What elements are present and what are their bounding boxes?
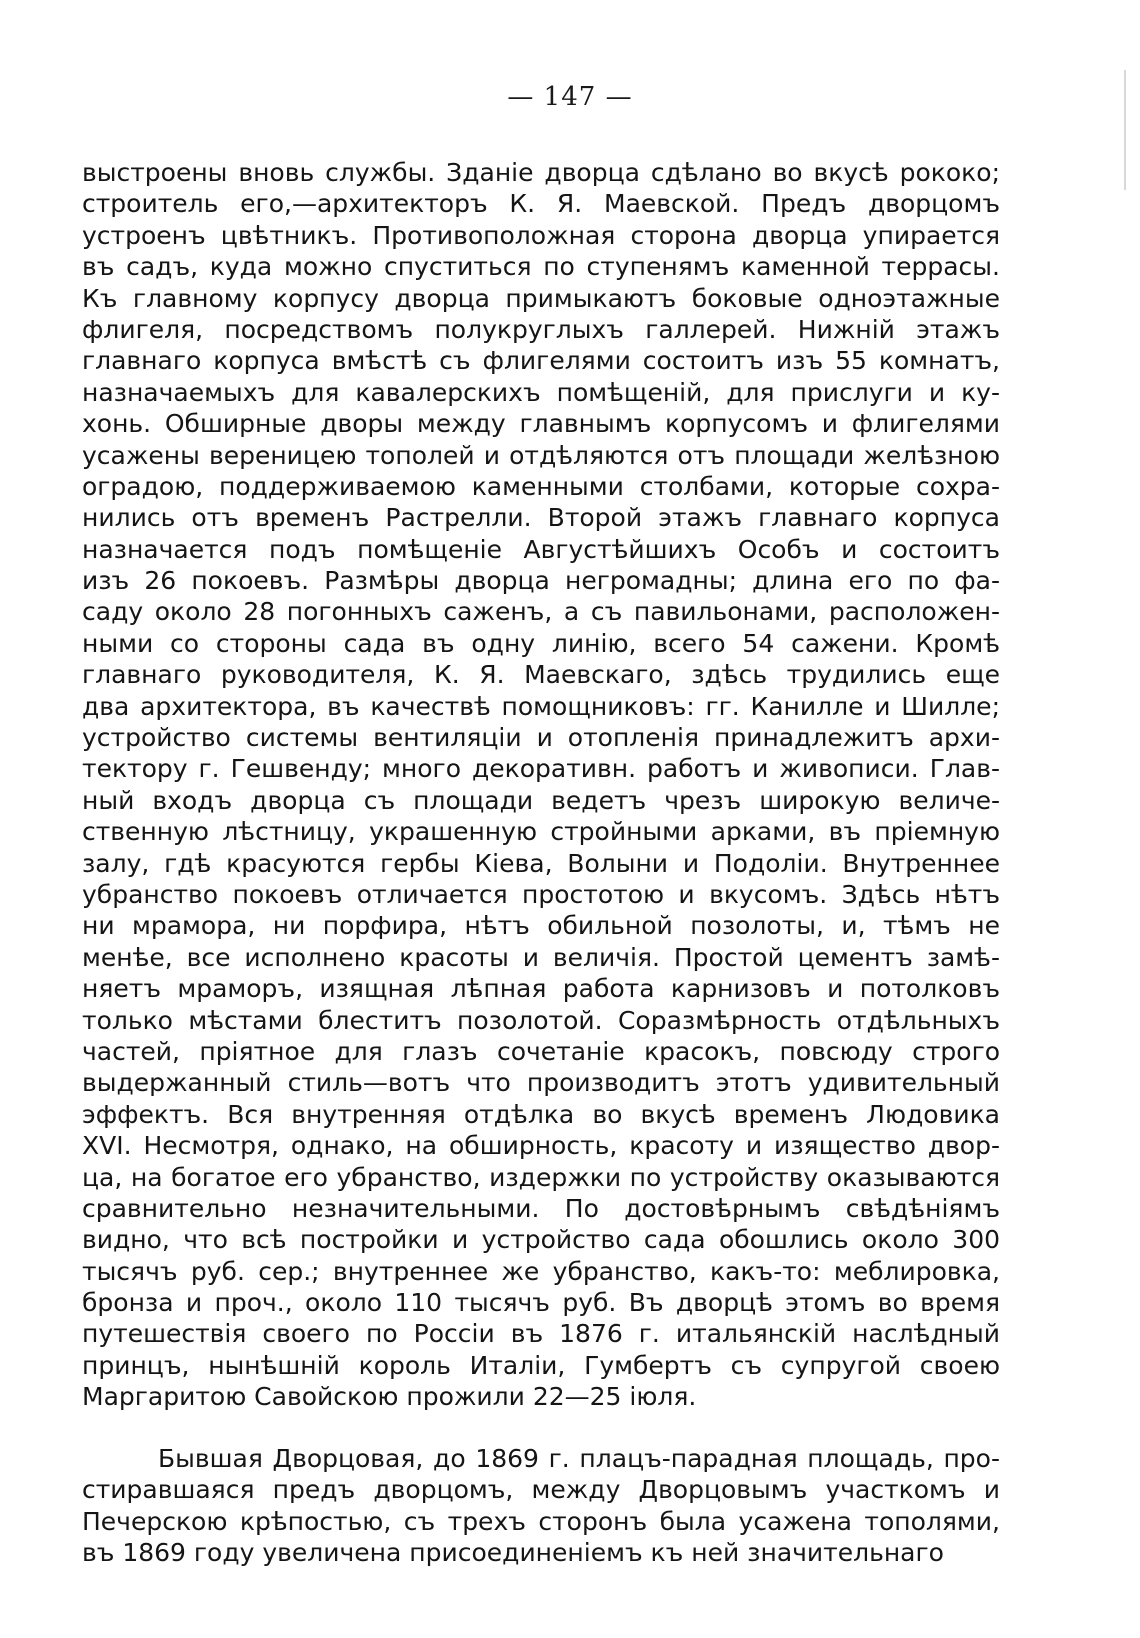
text-line: только мѣстами блеститъ позолотой. Соразмѣрность отдѣльныхъ bbox=[82, 1005, 1000, 1035]
text-line: видно, что всѣ постройки и устройство сада обошлись около 300 bbox=[82, 1225, 1000, 1255]
text-line: ными со стороны сада въ одну линію, всего 54 сажени. Кромѣ bbox=[82, 628, 1000, 658]
text-line: хонь. Обширные дворы между главнымъ корпусомъ и флигелями bbox=[82, 409, 1000, 439]
text-line: два архитектора, въ качествѣ помощниковъ: гг. Канилле и Шилле; bbox=[82, 691, 1000, 721]
text-line: нились отъ временъ Растрелли. Второй этажъ главнаго корпуса bbox=[82, 503, 1000, 533]
text-line: убранство покоевъ отличается простотою и вкусомъ. Здѣсь нѣтъ bbox=[82, 879, 1000, 909]
text-line: сравнительно незначительными. По достовѣрнымъ свѣдѣніямъ bbox=[82, 1193, 1000, 1223]
text-line: Бывшая Дворцовая, до 1869 г. плацъ-парадная площадь, про- bbox=[158, 1444, 1000, 1473]
text-line: няетъ мраморъ, изящная лѣпная работа карнизовъ и потолковъ bbox=[82, 974, 1000, 1004]
text-line: выстроены вновь службы. Зданіе дворца сдѣлано во вкусѣ рококо; bbox=[82, 158, 1000, 187]
text-line: Къ главному корпусу дворца примыкаютъ боковые одноэтажные bbox=[82, 283, 1000, 313]
paragraph-1 bbox=[82, 157, 1000, 1413]
text-line: главнаго руководителя, К. Я. Маевскаго, здѣсь трудились еще bbox=[82, 660, 1000, 690]
page-number: — 147 — bbox=[507, 82, 633, 112]
text-line: ный входъ дворца съ площади ведетъ чрезъ широкую величе- bbox=[82, 785, 1000, 815]
text-line: бронза и проч., около 110 тысячъ руб. Въ дворцѣ этомъ во время bbox=[82, 1288, 1000, 1318]
text-line: изъ 26 покоевъ. Размѣры дворца негромадны; длина его по фа- bbox=[82, 566, 1000, 596]
paragraph-2 bbox=[82, 1443, 1000, 1569]
text-line: Маргаритою Савойскою прожили 22—25 іюля. bbox=[82, 1382, 697, 1412]
text-line: принцъ, нынѣшній король Италіи, Гумбертъ съ супругой своею bbox=[82, 1350, 1000, 1380]
text-line: въ садъ, куда можно спуститься по ступенямъ каменной террасы. bbox=[82, 252, 1000, 282]
text-line: назначается подъ помѣщеніе Августѣйшихъ Особъ и состоитъ bbox=[82, 534, 1000, 564]
text-line: менѣе, все исполнено красоты и величія. Простой цементъ замѣ- bbox=[82, 942, 1000, 972]
text-line: назначаемыхъ для кавалерскихъ помѣщеній, для прислуги и ку- bbox=[82, 377, 1000, 407]
text-line: оградою, поддерживаемою каменными столбами, которые сохра- bbox=[82, 471, 1000, 501]
text-line: выдержанный стиль—вотъ что производитъ этотъ удивительный bbox=[82, 1068, 1000, 1098]
text-line: устроенъ цвѣтникъ. Противоположная сторона дворца упирается bbox=[82, 220, 1000, 250]
text-line: тектору г. Гешвенду; много декоративн. работъ и живописи. Глав- bbox=[82, 754, 1000, 784]
text-line: ца, на богатое его убранство, издержки по устройству оказываются bbox=[82, 1162, 1000, 1192]
text-line: залу, гдѣ красуются гербы Кіева, Волыни и Подоліи. Внутреннее bbox=[82, 848, 1000, 878]
text-line: главнаго корпуса вмѣстѣ съ флигелями состоитъ изъ 55 комнатъ, bbox=[82, 346, 1000, 376]
text-line: путешествія своего по Россіи въ 1876 г. итальянскій наслѣдный bbox=[82, 1319, 1000, 1349]
text-line: саду около 28 погонныхъ саженъ, а съ павильонами, расположен- bbox=[82, 597, 1000, 627]
text-line: ственную лѣстницу, украшенную стройными арками, въ пріемную bbox=[82, 817, 1000, 847]
text-line: частей, пріятное для глазъ сочетаніе красокъ, повсюду строго bbox=[82, 1036, 1000, 1066]
text-line: усажены вереницею тополей и отдѣляются отъ площади желѣзною bbox=[82, 440, 1000, 470]
text-line: XVI. Несмотря, однако, на обширность, красоту и изящество двор- bbox=[82, 1131, 1000, 1161]
text-line: стиравшаяся предъ дворцомъ, между Дворцовымъ участкомъ и bbox=[82, 1475, 1000, 1505]
text-line: флигеля, посредствомъ полукруглыхъ галлерей. Нижній этажъ bbox=[82, 314, 1000, 344]
text-line: ни мрамора, ни порфира, нѣтъ обильной позолоты, и, тѣмъ не bbox=[82, 911, 1000, 941]
text-line: строитель его,—архитекторъ К. Я. Маевской. Предъ дворцомъ bbox=[82, 189, 1000, 219]
text-line: эффектъ. Вся внутренняя отдѣлка во вкусѣ временъ Людовика bbox=[82, 1099, 1000, 1129]
text-line: Печерскою крѣпостью, съ трехъ сторонъ была усажена тополями, bbox=[82, 1506, 1000, 1536]
text-line: устройство системы вентиляціи и отопленія принадлежитъ архи- bbox=[82, 723, 1000, 753]
text-line: въ 1869 году увеличена присоединеніемъ къ ней значительнаго bbox=[82, 1538, 944, 1568]
text-line: тысячъ руб. сер.; внутреннее же убранство, какъ-то: меблировка, bbox=[82, 1256, 1000, 1286]
